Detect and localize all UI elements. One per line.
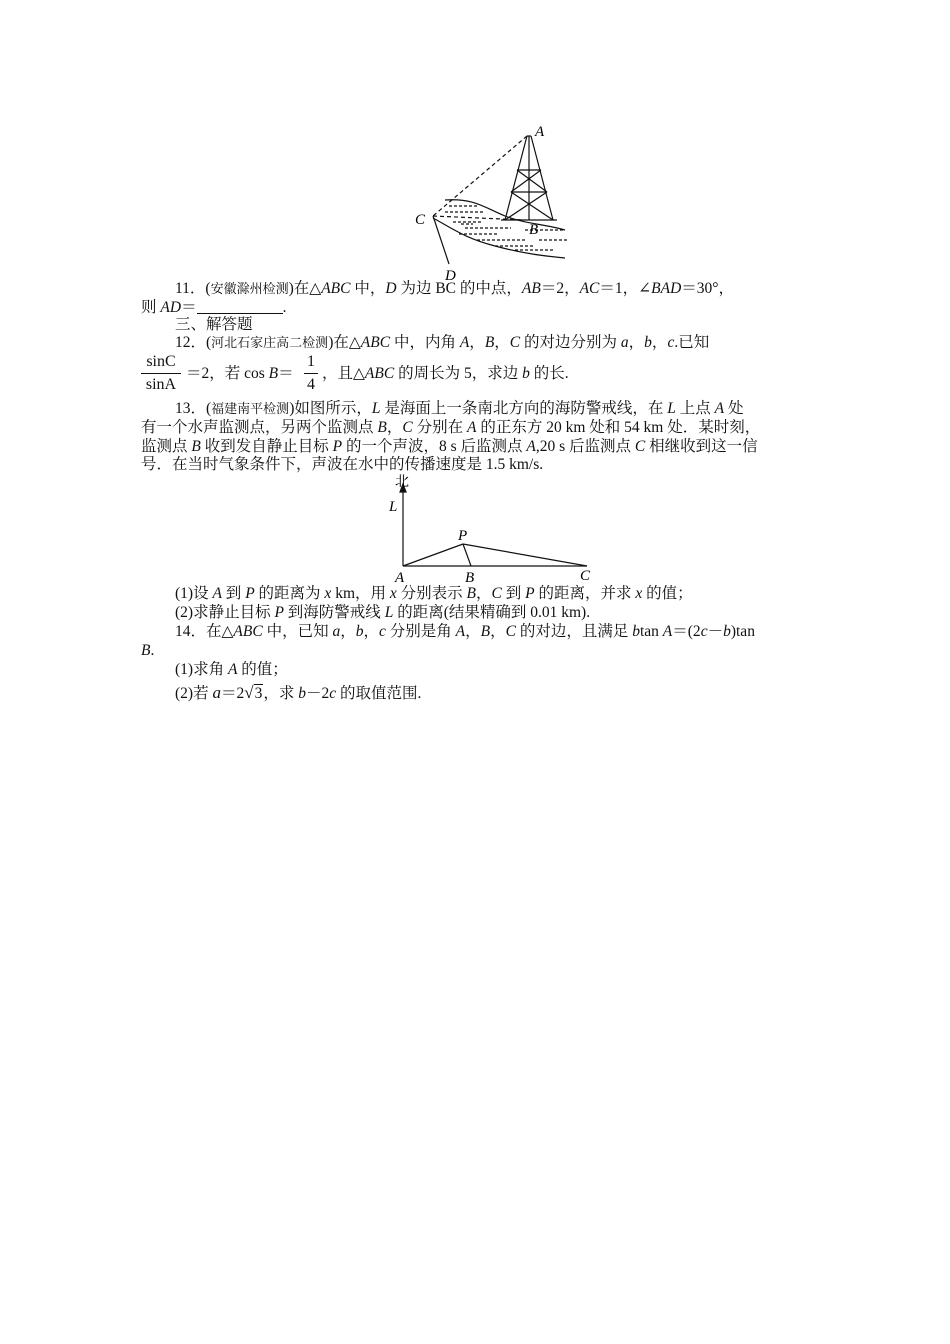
label-C: C: [580, 568, 591, 584]
label-B: B: [529, 222, 539, 238]
q13-line1: 13．(福建南平检测)如图所示，L 是海面上一条南北方向的海防警戒线，在 L 上点 A 处: [175, 400, 744, 417]
q11-line2: 则 AD＝ .: [141, 299, 287, 316]
q13-line2: 有一个水声监测点，另两个监测点 B，C 分别在 A 的正东方 20 km 处和 54 km 处．某时刻，: [141, 419, 761, 436]
q12-line2b: ，且△ABC 的周长为 5，求边 b 的长.: [322, 365, 569, 382]
fraction-sinC-sinA: sinC sinA: [141, 351, 181, 396]
q13-line3: 监测点 B 收到发自静止目标 P 的一个声波，8 s 后监测点 A,20 s 后监测点 C 相继收到这一信: [141, 438, 758, 455]
fraction-one-quarter: 1 4: [304, 351, 318, 396]
q14-sub1: (1)求角 A 的值；: [175, 661, 288, 678]
coastline-figure: [385, 470, 605, 588]
section-heading: 三、解答题: [175, 316, 253, 333]
tower-figure: [405, 120, 585, 285]
q13-sub2: (2)求静止目标 P 到海防警戒线 L 的距离(结果精确到 0.01 km).: [175, 604, 591, 621]
label-A: A: [535, 124, 545, 140]
q13-line4: 号．在当时气象条件下，声波在水中的传播速度是 1.5 km/s.: [141, 456, 544, 473]
sqrt-symbol: √: [244, 683, 254, 702]
q12-line1: 12．(河北石家庄高二检测)在△ABC 中，内角 A，B，C 的对边分别为 a，b，c.已知: [175, 334, 710, 351]
q14-sub2: (2)若 a＝2√3，求 b－2c 的取值范围.: [175, 683, 422, 702]
label-B: B: [465, 570, 475, 586]
q13-sub1: (1)设 A 到 P 的距离为 x km，用 x 分别表示 B，C 到 P 的距离，并求 x 的值；: [175, 585, 693, 602]
q12-line2a: ＝2，若 cos B＝: [186, 365, 294, 382]
label-P: P: [458, 528, 468, 544]
label-C: C: [415, 212, 426, 228]
label-A: A: [395, 570, 405, 586]
answer-blank: [197, 299, 283, 314]
q14-line1: 14．在△ABC 中，已知 a，b，c 分别是角 A，B，C 的对边，且满足 btan A＝(2c－b)tan: [175, 623, 755, 640]
q14-line2: B.: [141, 642, 155, 659]
label-L: L: [389, 499, 398, 515]
north-label: 北: [395, 475, 409, 490]
label-D: D: [445, 268, 456, 284]
q11-line1: 11．(安徽滁州检测)在△ABC 中，D 为边 BC 的中点，AB＝2，AC＝1，∠BAD＝30°，: [175, 280, 734, 297]
